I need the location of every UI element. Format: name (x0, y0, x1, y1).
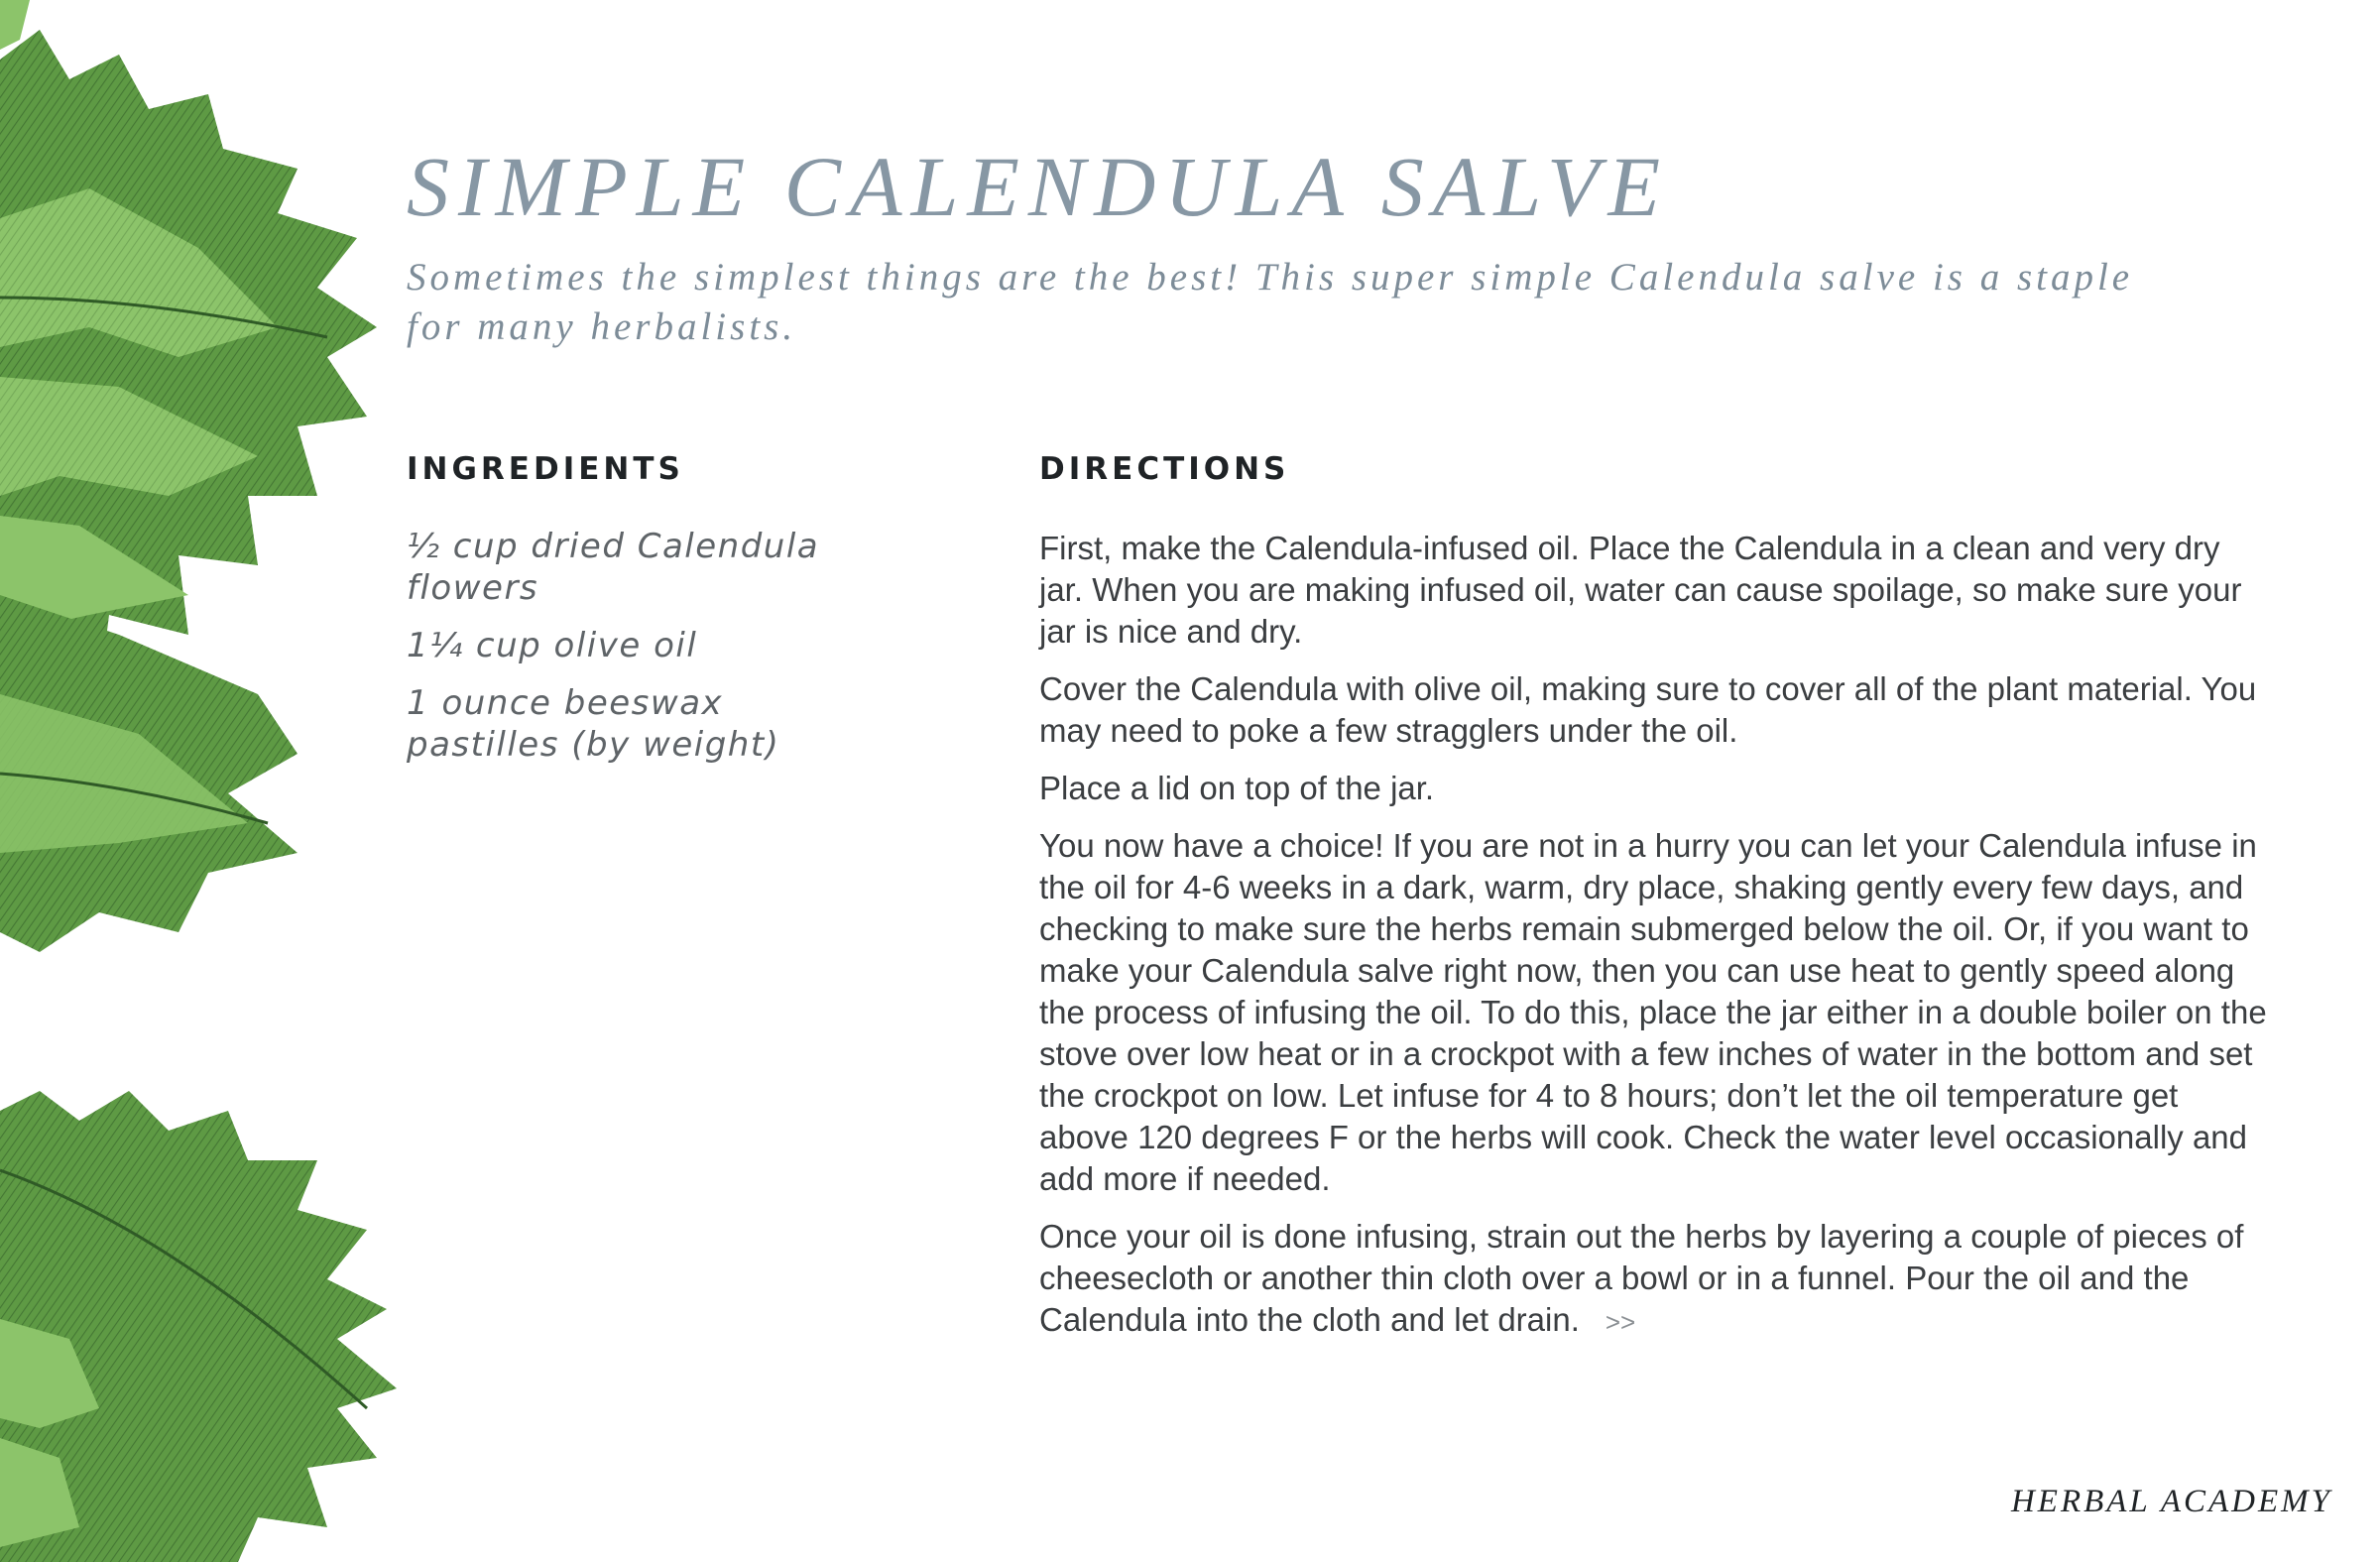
leaves-illustration-icon (0, 0, 436, 1562)
ingredient-item: 1¼ cup olive oil (407, 626, 698, 665)
direction-step: Place a lid on top of the jar. (1039, 770, 1435, 806)
directions-heading: DIRECTIONS (1039, 451, 1290, 487)
lower-leaf-cluster (0, 1091, 397, 1562)
continue-arrow: >> (1605, 1307, 1636, 1337)
direction-step-text: Once your oil is done infusing, strain out the herbs by layering a couple of pieces of cheesecloth or another thin cloth over a bowl or in a funnel. Pour the oil and the Calendula into the cloth and let drain. (1039, 1218, 2244, 1338)
direction-step-last (1039, 1216, 2269, 1343)
direction-step: You now have a choice! If you are not in a hurry you can let your Calendula infuse in the oil for 4-6 weeks in a dark, warm, dry place, shaking gently every few days, and checking to make sure the herbs remain submerged below the oil. Or, if you want to make your Calendula salve right now, then you can use heat to gently speed along the process of infusing the oil. To do this, place the jar either in a double boiler on the stove over low heat or in a crockpot with a few inches of water in the bottom and set the crockpot on low. Let infuse for 4 to 8 hours; don’t let the oil temperature get above 120 degrees F or the herbs will cook. Check the water level occasionally and add more if needed. (1039, 827, 2267, 1197)
brand-logo: HERBAL ACADEMY (2010, 1484, 2332, 1519)
direction-step: First, make the Calendula-infused oil. Place the Calendula in a clean and very dry jar. When you are making infused oil, water can cause spoilage, so make sure your jar is nice and dry. (1039, 530, 2242, 650)
page-subtitle: Sometimes the simplest things are the best! This super simple Calendula salve is a staple for many herbalists. (407, 256, 2134, 348)
ingredients-list (407, 526, 962, 781)
directions-list (1039, 528, 2269, 1359)
ingredient-item: ½ cup dried Calendula flowers (407, 527, 820, 608)
page-title: SIMPLE CALENDULA SALVE (407, 139, 1670, 234)
ingredients-heading: INGREDIENTS (407, 451, 684, 487)
direction-step: Cover the Calendula with olive oil, making sure to cover all of the plant material. You may need to poke a few stragglers under the oil. (1039, 670, 2257, 749)
upper-leaf-cluster (0, 0, 377, 952)
ingredient-item: 1 ounce beeswax pastilles (by weight) (407, 683, 780, 765)
